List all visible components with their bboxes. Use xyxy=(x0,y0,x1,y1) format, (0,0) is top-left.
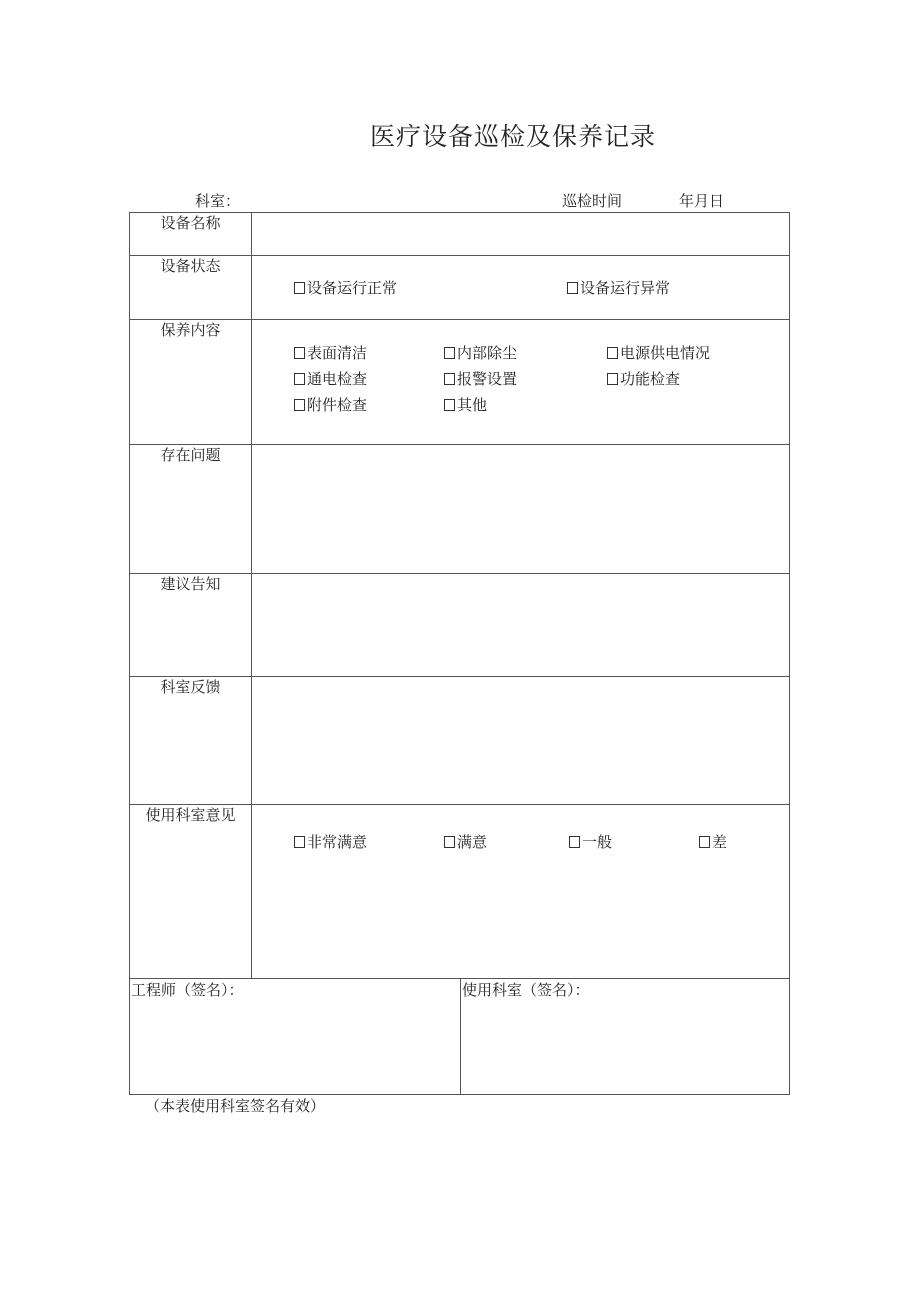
device-name-label: 设备名称 xyxy=(160,216,221,232)
checkbox-maint-4[interactable]: 报警设置 xyxy=(444,371,517,389)
checkbox-maint-3[interactable]: 通电检查 xyxy=(294,371,367,389)
checkbox-icon xyxy=(294,399,305,411)
dept-opinion-label: 使用科室意见 xyxy=(145,808,236,824)
checkbox-icon xyxy=(444,399,455,411)
page-title: 医疗设备巡检及保养记录 xyxy=(370,124,657,151)
checkbox-icon xyxy=(444,373,455,385)
maintenance-label: 保养内容 xyxy=(160,323,221,339)
checkbox-icon xyxy=(294,373,305,385)
department-label: 科室： xyxy=(195,194,241,210)
checkbox-maint-5[interactable]: 功能检查 xyxy=(607,371,680,389)
suggestions-label: 建议告知 xyxy=(160,577,221,593)
suggestions-field[interactable] xyxy=(252,574,789,676)
checkbox-opinion-0[interactable]: 非常满意 xyxy=(294,834,367,852)
checkbox-opinion-1[interactable]: 满意 xyxy=(444,834,487,852)
checkbox-opinion-3[interactable]: 差 xyxy=(699,834,727,852)
issues-field[interactable] xyxy=(252,445,789,573)
checkbox-icon xyxy=(607,347,618,359)
date-label: 年月日 xyxy=(679,194,725,210)
checkbox-icon xyxy=(567,282,578,294)
department-signature-label: 使用科室（签名）： xyxy=(462,983,590,999)
checkbox-status-normal[interactable]: 设备运行正常 xyxy=(294,280,397,298)
device-status-label: 设备状态 xyxy=(160,259,221,275)
inspection-time-label: 巡检时间 xyxy=(562,194,623,210)
checkbox-maint-7[interactable]: 其他 xyxy=(444,397,487,415)
dept-feedback-field[interactable] xyxy=(252,677,789,804)
checkbox-icon xyxy=(569,836,580,848)
checkbox-icon xyxy=(294,282,305,294)
engineer-signature-label: 工程师（签名）： xyxy=(131,983,244,999)
checkbox-icon xyxy=(444,836,455,848)
checkbox-maint-0[interactable]: 表面清洁 xyxy=(294,345,367,363)
checkbox-icon xyxy=(607,373,618,385)
checkbox-maint-6[interactable]: 附件检查 xyxy=(294,397,367,415)
checkbox-status-abnormal[interactable]: 设备运行异常 xyxy=(567,280,670,298)
checkbox-maint-1[interactable]: 内部除尘 xyxy=(444,345,517,363)
checkbox-maint-2[interactable]: 电源供电情况 xyxy=(607,345,710,363)
checkbox-icon xyxy=(699,836,710,848)
footnote: （本表使用科室签名有效） xyxy=(145,1099,326,1115)
checkbox-icon xyxy=(294,347,305,359)
checkbox-icon xyxy=(444,347,455,359)
issues-label: 存在问题 xyxy=(160,448,221,464)
device-name-field[interactable] xyxy=(252,213,789,255)
checkbox-opinion-2[interactable]: 一般 xyxy=(569,834,612,852)
checkbox-icon xyxy=(294,836,305,848)
dept-feedback-label: 科室反馈 xyxy=(160,680,221,696)
